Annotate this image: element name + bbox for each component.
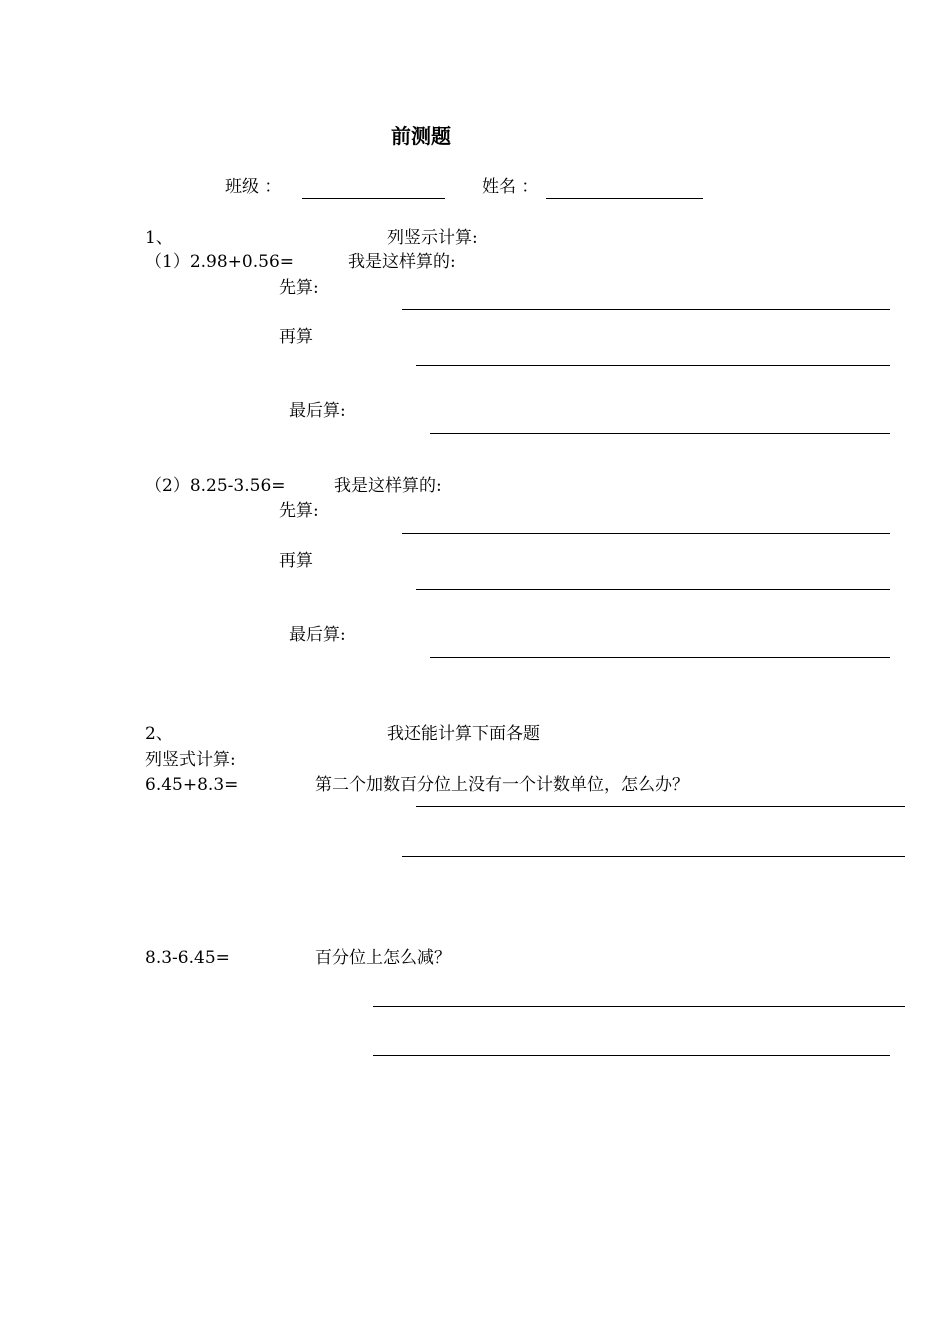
q1-p1-lead: 我是这样算的: bbox=[348, 252, 456, 272]
q2-number: 2、 bbox=[145, 724, 173, 744]
q1-p2-step3-label: 最后算: bbox=[289, 625, 346, 645]
q1-p2-step2-answer-line[interactable] bbox=[416, 589, 890, 590]
name-label: 姓名 ： bbox=[482, 177, 539, 197]
q2b-answer-line-2[interactable] bbox=[373, 1055, 890, 1056]
q2a-expression: 6.45+8.3= bbox=[145, 775, 239, 795]
q1-p1-step2-label: 再算 bbox=[279, 327, 313, 347]
page-title: 前测题 bbox=[391, 124, 451, 148]
q2-heading: 我还能计算下面各题 bbox=[387, 724, 540, 744]
q1-p1-step3-label: 最后算: bbox=[289, 401, 346, 421]
q1-p1-step1-label: 先算: bbox=[279, 278, 319, 298]
q1-number: 1、 bbox=[145, 228, 173, 248]
name-field[interactable] bbox=[546, 198, 703, 199]
q2a-answer-line-1[interactable] bbox=[416, 806, 905, 807]
q2b-question: 百分位上怎么减？ bbox=[315, 948, 451, 968]
class-label: 班级 ： bbox=[225, 177, 282, 197]
q2b-answer-line-1[interactable] bbox=[373, 1006, 905, 1007]
q1-p1-step1-answer-line[interactable] bbox=[402, 309, 890, 310]
q2a-question: 第二个加数百分位上没有一个计数单位，怎么办？ bbox=[315, 775, 689, 795]
q1-instruction: 列竖示计算: bbox=[387, 228, 478, 248]
q1-p1-step2-answer-line[interactable] bbox=[416, 365, 890, 366]
q1-p2-step2-label: 再算 bbox=[279, 551, 313, 571]
q2-instruction: 列竖式计算: bbox=[145, 750, 236, 770]
q1-p1-expression: （1）2.98+0.56= bbox=[145, 252, 295, 272]
q2b-expression: 8.3-6.45= bbox=[145, 948, 230, 968]
q1-p2-step1-answer-line[interactable] bbox=[402, 533, 890, 534]
class-field[interactable] bbox=[302, 198, 445, 199]
q1-p2-lead: 我是这样算的: bbox=[334, 476, 442, 496]
q1-p1-step3-answer-line[interactable] bbox=[430, 433, 890, 434]
q1-p2-step3-answer-line[interactable] bbox=[430, 657, 890, 658]
q2a-answer-line-2[interactable] bbox=[402, 856, 905, 857]
q1-p2-expression: （2）8.25-3.56= bbox=[145, 476, 286, 496]
q1-p2-step1-label: 先算: bbox=[279, 501, 319, 521]
